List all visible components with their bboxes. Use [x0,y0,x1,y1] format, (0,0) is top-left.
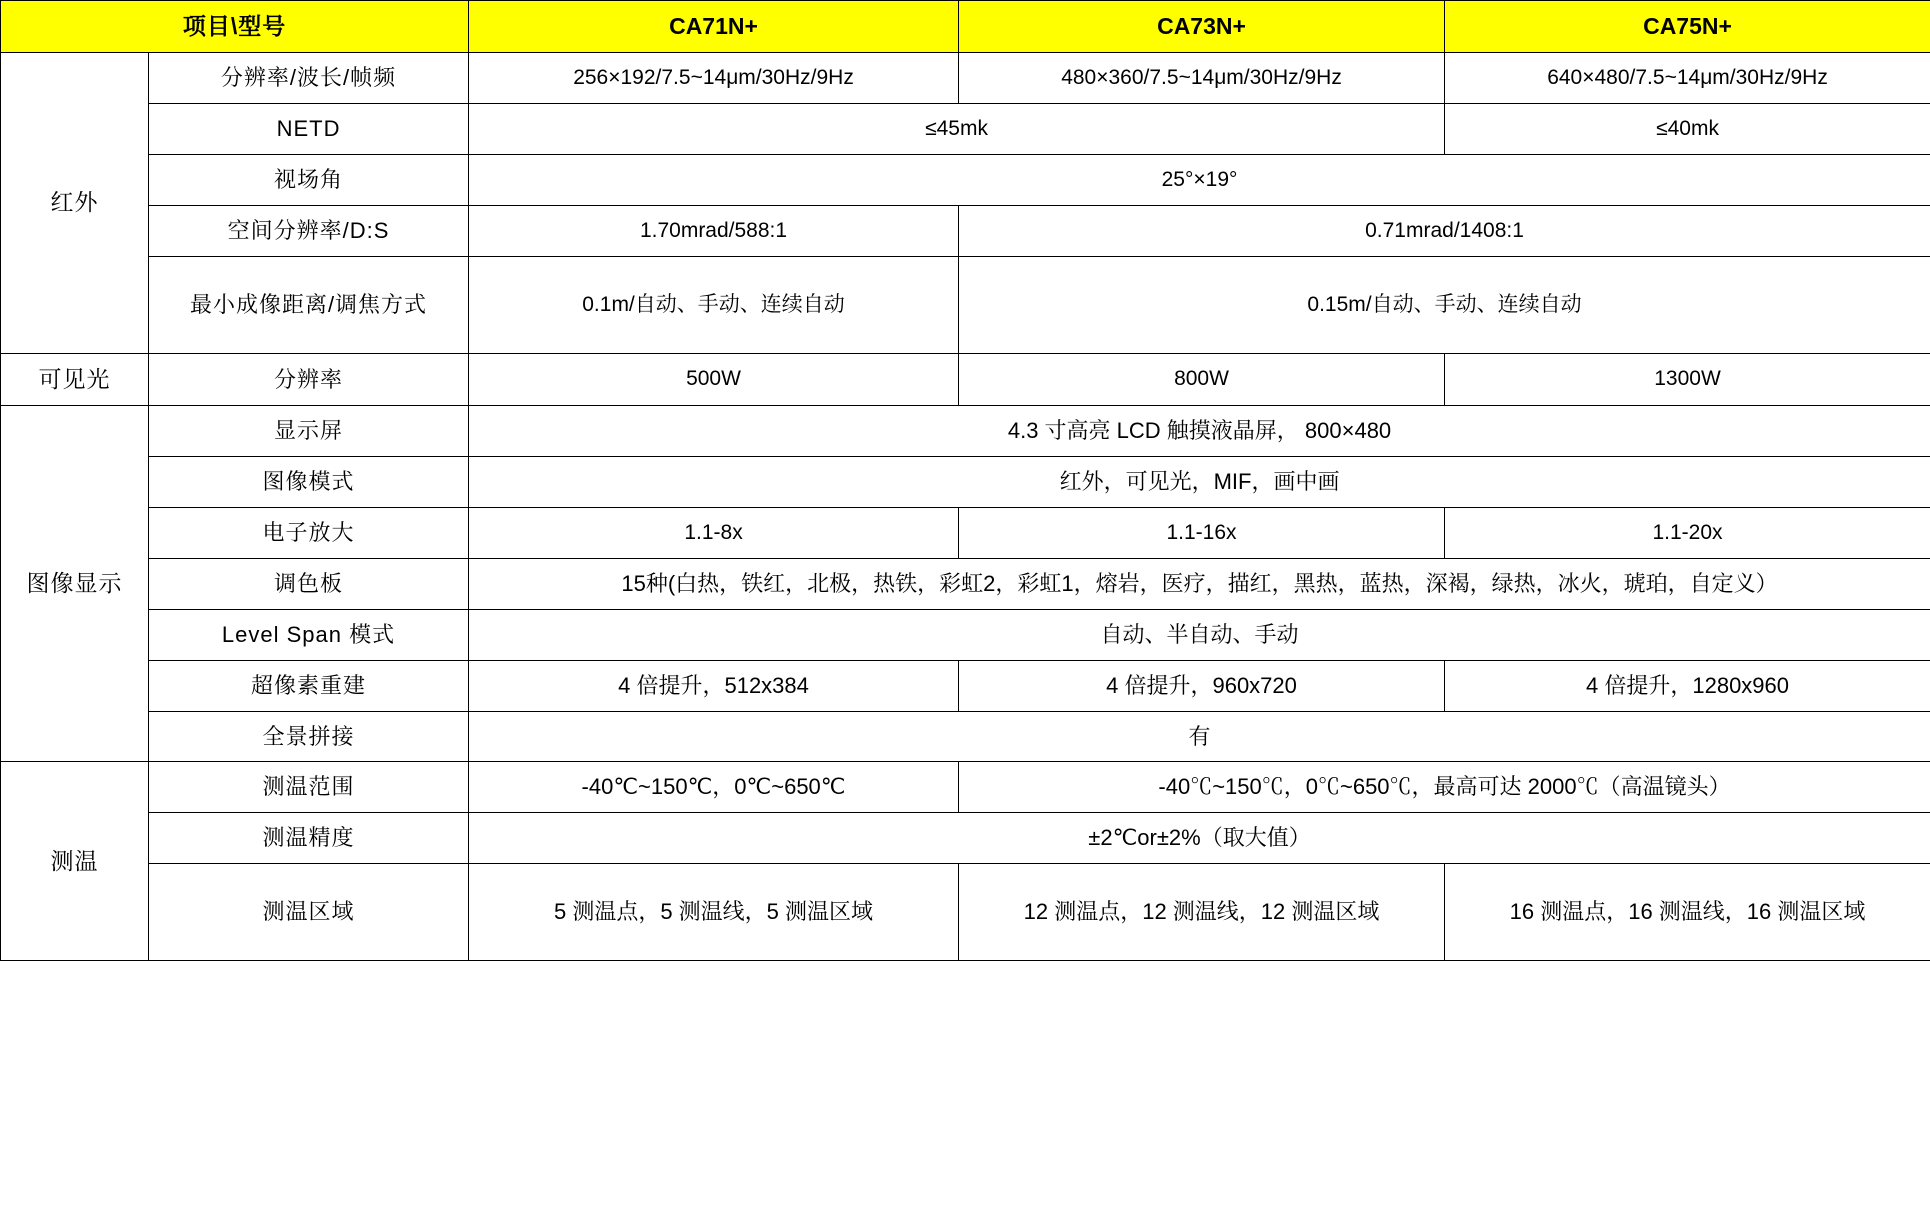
row-value: 0.71mrad/1408:1 [959,206,1930,257]
table-body [1,1,1930,961]
row-item-label: Level Span 模式 [149,609,469,660]
table-row [1,813,1930,864]
group-label-temperature-measurement: 测温 [1,762,149,961]
row-item-label: NETD [149,104,469,155]
table-row [1,53,1930,104]
row-item-label: 视场角 [149,155,469,206]
row-value: ±2℃or±2%（取大值） [469,813,1930,864]
header-cell-model-2: CA73N+ [959,1,1445,53]
row-value: 12 测温点，12 测温线，12 测温区域 [959,864,1445,961]
group-label-infrared: 红外 [1,53,149,354]
row-value: 自动、半自动、手动 [469,609,1930,660]
table-row [1,558,1930,609]
row-item-label: 超像素重建 [149,660,469,711]
table-row [1,864,1930,961]
row-item-label: 调色板 [149,558,469,609]
row-value: 15种(白热，铁红，北极，热铁，彩虹2，彩虹1，熔岩，医疗，描红，黑热，蓝热，深褐，绿热，冰火，琥珀，自定义） [469,558,1930,609]
row-value: 1.1-8x [469,508,959,559]
row-value: 25°×19° [469,155,1930,206]
header-cell-model-1: CA71N+ [469,1,959,53]
table-row [1,660,1930,711]
row-item-label: 分辨率 [149,353,469,405]
row-value: 4.3 寸高亮 LCD 触摸液晶屏， 800×480 [469,406,1930,457]
row-value: 800W [959,353,1445,405]
row-value: -40℃~150℃，0℃~650℃ [469,762,959,813]
table-row [1,457,1930,508]
row-value: 4 倍提升，512x384 [469,660,959,711]
row-value: 480×360/7.5~14μm/30Hz/9Hz [959,53,1445,104]
table-row [1,353,1930,405]
row-value: 红外，可见光，MIF，画中画 [469,457,1930,508]
row-item-label: 测温精度 [149,813,469,864]
table-header-row [1,1,1930,53]
table-row [1,206,1930,257]
row-value: 0.1m/自动、手动、连续自动 [469,256,959,353]
header-cell-item: 项目\型号 [1,1,469,53]
row-item-label: 最小成像距离/调焦方式 [149,256,469,353]
row-value: 640×480/7.5~14μm/30Hz/9Hz [1445,53,1930,104]
row-value: ≤40mk [1445,104,1930,155]
table-row [1,104,1930,155]
row-item-label: 测温范围 [149,762,469,813]
row-value: -40℃~150℃，0℃~650℃，最高可达 2000℃（高温镜头） [959,762,1930,813]
table-row [1,406,1930,457]
row-value: 1.1-20x [1445,508,1930,559]
row-item-label: 图像模式 [149,457,469,508]
row-value: 5 测温点，5 测温线，5 测温区域 [469,864,959,961]
row-value: 16 测温点，16 测温线，16 测温区域 [1445,864,1930,961]
table-row [1,762,1930,813]
row-item-label: 全景拼接 [149,711,469,762]
row-value: 0.15m/自动、手动、连续自动 [959,256,1930,353]
header-cell-model-3: CA75N+ [1445,1,1930,53]
row-value: ≤45mk [469,104,1445,155]
row-value: 有 [469,711,1930,762]
row-value: 256×192/7.5~14μm/30Hz/9Hz [469,53,959,104]
table-row [1,155,1930,206]
group-label-image-display: 图像显示 [1,406,149,762]
row-item-label: 显示屏 [149,406,469,457]
table-row [1,711,1930,762]
group-label-visible-light: 可见光 [1,353,149,405]
row-item-label: 电子放大 [149,508,469,559]
row-item-label: 分辨率/波长/帧频 [149,53,469,104]
row-value: 500W [469,353,959,405]
row-value: 1300W [1445,353,1930,405]
row-value: 4 倍提升，1280x960 [1445,660,1930,711]
row-value: 1.70mrad/588:1 [469,206,959,257]
row-item-label: 空间分辨率/D:S [149,206,469,257]
row-value: 4 倍提升，960x720 [959,660,1445,711]
table-row [1,609,1930,660]
row-item-label: 测温区域 [149,864,469,961]
row-value: 1.1-16x [959,508,1445,559]
table-row [1,256,1930,353]
table-row [1,508,1930,559]
